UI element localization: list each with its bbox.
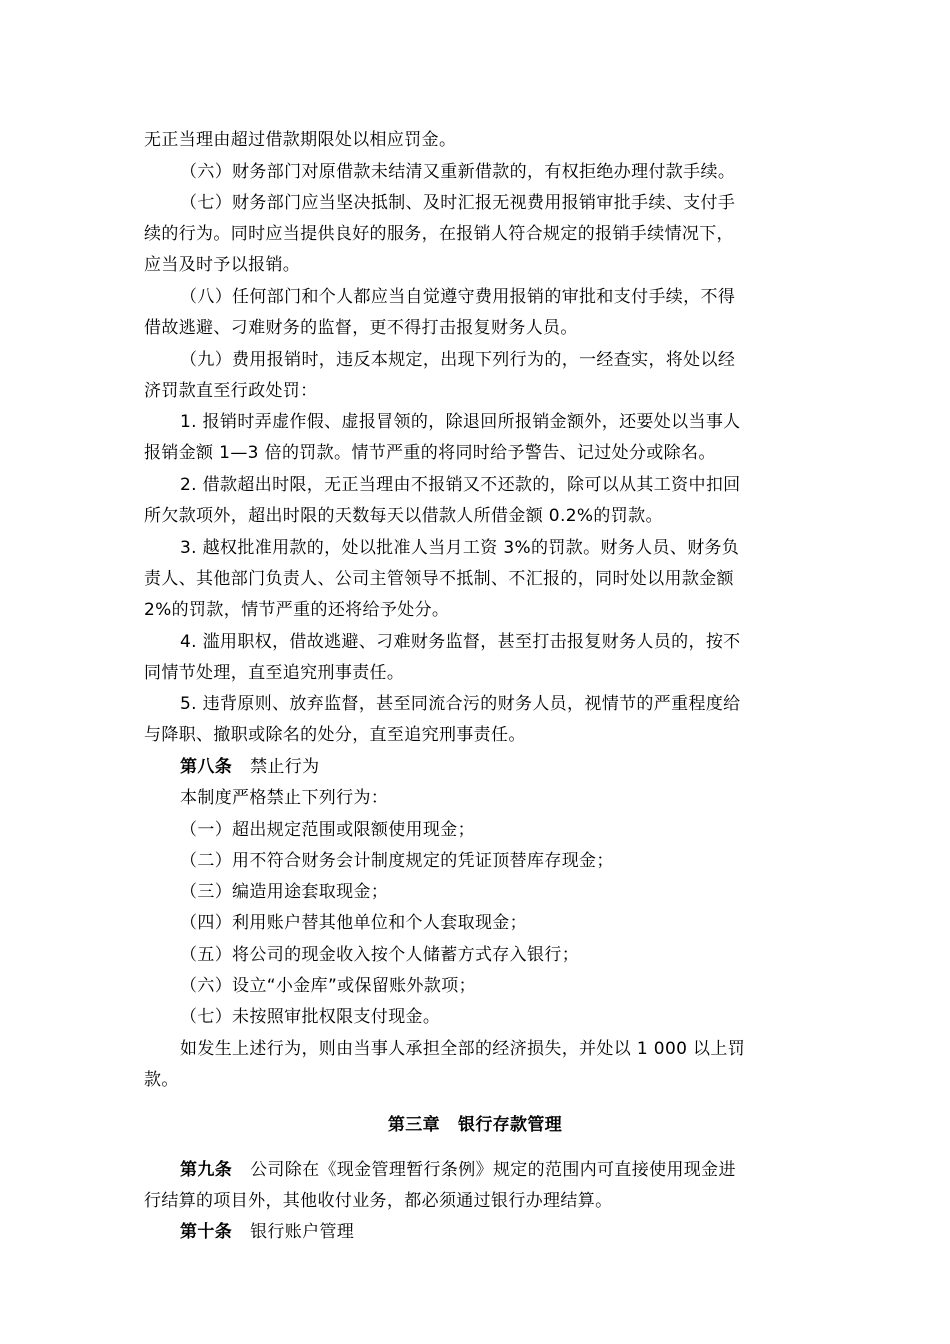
paragraph-line: 借故逃避、刁难财务的监督，更不得打击报复财务人员。 [144,318,578,338]
paragraph-line: 3. 越权批准用款的，处以批准人当月工资 3%的罚款。财务人员、财务负 [180,538,740,558]
list-item: （七）未按照审批权限支付现金。 [180,1007,441,1027]
paragraph-line: 无正当理由超过借款期限处以相应罚金。 [144,130,457,150]
paragraph-line: 2%的罚款，情节严重的还将给予处分。 [144,600,450,620]
chapter-title: 银行存款管理 [457,1115,563,1135]
paragraph-line: 本制度严格禁止下列行为： [180,788,389,808]
paragraph-line: 同情节处理，直至追究刑事责任。 [144,663,405,683]
chapter-heading [0,1115,950,1135]
list-item: （六）设立“小金库”或保留账外款项； [180,976,476,996]
article-label: 第九条 [180,1160,233,1180]
list-item: （一）超出规定范围或限额使用现金； [180,820,475,840]
list-item: （四）利用账户替其他单位和个人套取现金； [180,913,527,933]
article-heading [180,1222,354,1242]
paragraph-line: 款。 [144,1070,179,1090]
paragraph-line: 责人、其他部门负责人、公司主管领导不抵制、不汇报的，同时处以用款金额 [144,569,734,589]
paragraph-line: （九）费用报销时，违反本规定，出现下列行为的，一经查实，将处以经 [180,350,736,370]
paragraph-line: 行结算的项目外，其他收付业务，都必须通过银行办理结算。 [144,1191,613,1211]
article-text: 公司除在《现金管理暂行条例》规定的范围内可直接使用现金进 [250,1160,736,1180]
list-item: （二）用不符合财务会计制度规定的凭证顶替库存现金； [180,851,614,871]
paragraph-line: 所欠款项外，超出时限的天数每天以借款人所借金额 0.2%的罚款。 [144,506,663,526]
article-paragraph [180,1160,736,1180]
paragraph-line: 1. 报销时弄虚作假、虚报冒领的，除退回所报销金额外，还要处以当事人 [180,412,741,432]
article-title: 银行账户管理 [250,1222,355,1242]
paragraph-line: （六）财务部门对原借款未结清又重新借款的，有权拒绝办理付款手续。 [180,162,736,182]
paragraph-line: 应当及时予以报销。 [144,255,301,275]
paragraph-line: 如发生上述行为，则由当事人承担全部的经济损失，并处以 1 000 以上罚 [180,1039,746,1059]
paragraph-line: 续的行为。同时应当提供良好的服务，在报销人符合规定的报销手续情况下， [144,224,734,244]
paragraph-line: （七）财务部门应当坚决抵制、及时汇报无视费用报销审批手续、支付手 [180,193,736,213]
chapter-label: 第三章 [387,1115,440,1135]
paragraph-line: 2. 借款超出时限，无正当理由不报销又不还款的，除可以从其工资中扣回 [180,475,741,495]
article-label: 第十条 [180,1222,233,1242]
paragraph-line: 4. 滥用职权，借故逃避、刁难财务监督，甚至打击报复财务人员的，按不 [180,632,741,652]
paragraph-line: 5. 违背原则、放弃监督，甚至同流合污的财务人员，视情节的严重程度给 [180,694,741,714]
article-title: 禁止行为 [250,757,320,777]
paragraph-line: （八）任何部门和个人都应当自觉遵守费用报销的审批和支付手续，不得 [180,287,736,307]
list-item: （三）编造用途套取现金； [180,882,389,902]
article-heading [180,757,319,777]
paragraph-line: 济罚款直至行政处罚： [144,381,318,401]
article-label: 第八条 [180,757,233,777]
paragraph-line: 与降职、撤职或除名的处分，直至追究刑事责任。 [144,725,526,745]
list-item: （五）将公司的现金收入按个人储蓄方式存入银行； [180,945,580,965]
paragraph-line: 报销金额 1—3 倍的罚款。情节严重的将同时给予警告、记过处分或除名。 [144,443,716,463]
